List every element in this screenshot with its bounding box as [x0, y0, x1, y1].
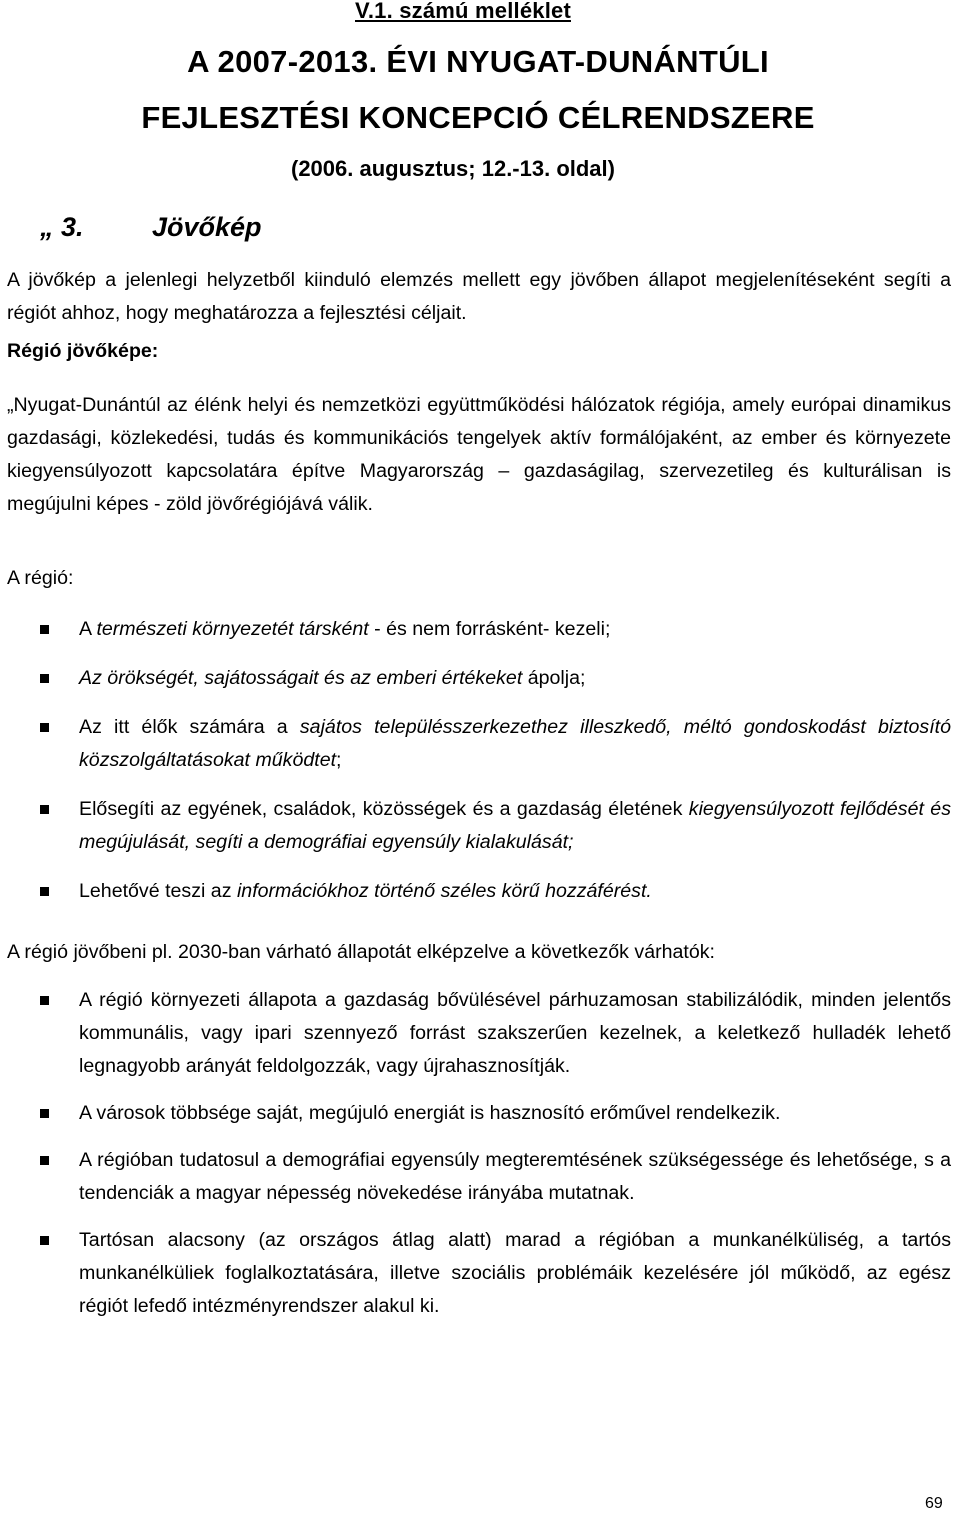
section-title: Jövőkép — [152, 212, 262, 242]
list-item-text: Elősegíti az egyének, családok, közösségek és a gazdaság életének — [79, 798, 689, 820]
section-heading — [40, 212, 262, 243]
list-item-text: ; — [336, 749, 342, 771]
list-item-text: Lehetővé teszi az — [79, 880, 237, 902]
list-item-text: Tartósan alacsony (az országos átlag alatt) marad a régióban a munkanélküliség, a tartós munkanélküliek foglalkoztatására, illetve szociális problémáik kezelésére jól működő, az egész régiót lefedő intézményrendszer alakul ki. — [79, 1229, 951, 1317]
list-item-emphasis: természeti környezetét társként — [96, 618, 369, 640]
list-item-emphasis: információkhoz történő széles körű hozzáférést. — [236, 880, 652, 902]
list-item — [0, 875, 951, 908]
square-bullet-icon — [40, 996, 49, 1005]
square-bullet-icon — [40, 1236, 49, 1245]
list-item — [0, 613, 951, 646]
list-item-text: A — [79, 618, 97, 640]
list-item-text: A régióban tudatosul a demográfiai egyensúly megteremtésének szükségessége és lehetősége, s a tendenciák a magyar népesség növekedése irányába mutatnak. — [79, 1149, 951, 1204]
square-bullet-icon — [40, 887, 49, 896]
list-item — [0, 662, 951, 695]
page-number: 69 — [925, 1495, 943, 1512]
list-item — [0, 1144, 951, 1210]
document-title-line-1: A 2007-2013. ÉVI NYUGAT-DUNÁNTÚLI — [187, 44, 769, 79]
intro-paragraph: A jövőkép a jelenlegi helyzetből kiinduló elemzés mellett egy jövőben állapot megjelenítéseként segíti a régiót ahhoz, hogy meghatározza a fejlesztési céljait. — [7, 269, 951, 324]
list-item-emphasis: kiegyensúlyozott fejlődését és megújulását, segíti a demográfiai egyensúly kialakulását; — [79, 798, 951, 853]
future-heading: A régió jövőbeni pl. 2030-ban várható állapotát elképzelve a következők várhatók: — [7, 941, 716, 963]
document-title-line-2: FEJLESZTÉSI KONCEPCIÓ CÉLRENDSZERE — [141, 100, 815, 135]
list-item-emphasis: Az örökségét, sajátosságait és az emberi értékeket — [79, 667, 523, 689]
region-list — [0, 613, 951, 908]
region-heading: A régió: — [7, 567, 74, 589]
source-reference: (2006. augusztus; 12.-13. oldal) — [291, 156, 615, 181]
square-bullet-icon — [40, 1109, 49, 1118]
list-item-text: Az itt élők számára a — [79, 716, 300, 738]
list-item-text: A városok többsége saját, megújuló energiát is hasznosító erőművel rendelkezik. — [79, 1102, 781, 1124]
list-item — [0, 793, 951, 859]
vision-heading: Régió jövőképe: — [7, 340, 159, 362]
section-number: „ 3. — [40, 212, 84, 242]
list-item-text: - és nem forrásként- kezeli; — [368, 618, 611, 640]
list-item-text: ápolja; — [522, 667, 586, 689]
square-bullet-icon — [40, 625, 49, 634]
square-bullet-icon — [40, 805, 49, 814]
list-item — [0, 1224, 951, 1323]
list-item-text: A régió környezeti állapota a gazdaság bővülésével párhuzamosan stabilizálódik, minden jelentős kommunális, vagy ipari szennyező forrást szakszerűen kezelnek, a keletkező hulladék lehető legnagyobb arányát feldolgozzák, vagy újrahasznosítják. — [79, 989, 951, 1077]
list-item-emphasis: sajátos településszerkezethez illeszkedő, méltó gondoskodást biztosító közszolgáltatásokat működtet — [79, 716, 951, 771]
vision-paragraph: „Nyugat-Dunántúl az élénk helyi és nemzetközi együttműködési hálózatok régiója, amely európai dinamikus gazdasági, közlekedési, tudás és kommunikációs tengelyek aktív formálójaként, az ember és környezete kiegyensúlyozott kapcsolatára építve Magyarország – gazdaságilag, szervezetileg és kulturálisan is megújulni képes - zöld jövőrégiójává válik. — [7, 394, 951, 515]
future-list — [0, 984, 951, 1337]
annex-label: V.1. számú melléklet — [355, 0, 571, 23]
square-bullet-icon — [40, 1156, 49, 1165]
list-item — [0, 984, 951, 1083]
list-item — [0, 711, 951, 777]
square-bullet-icon — [40, 674, 49, 683]
square-bullet-icon — [40, 723, 49, 732]
list-item — [0, 1097, 951, 1130]
